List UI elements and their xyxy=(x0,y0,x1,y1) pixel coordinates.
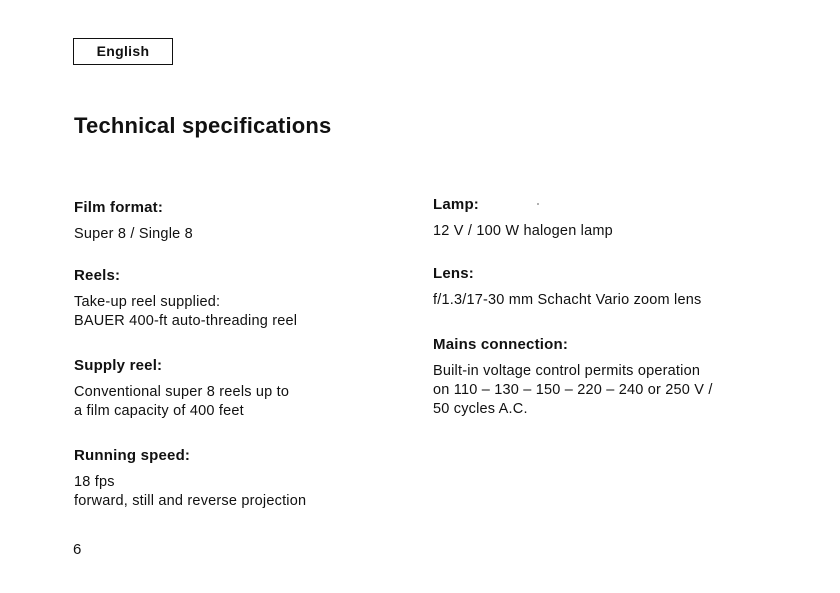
spec-value-line: a film capacity of 400 feet xyxy=(74,403,244,419)
spec-lamp xyxy=(433,195,613,241)
spec-value xyxy=(74,225,193,244)
spec-label: Mains connection: xyxy=(433,336,569,353)
spec-value xyxy=(433,291,701,310)
spec-value-line: 18 fps xyxy=(74,474,115,490)
language-tag: English xyxy=(73,38,173,65)
spec-lens xyxy=(433,264,701,310)
spec-value-line: 12 V / 100 W halogen lamp xyxy=(433,223,613,239)
spec-mains-connection xyxy=(433,335,713,419)
spec-reels xyxy=(74,266,297,331)
page-title: Technical specifications xyxy=(74,113,332,138)
page-number: 6 xyxy=(73,541,82,558)
spec-value-line: Built-in voltage control permits operation xyxy=(433,363,701,379)
spec-value-line: BAUER 400-ft auto-threading reel xyxy=(74,313,298,329)
spec-value-line: forward, still and reverse projection xyxy=(74,493,307,509)
spec-label: Reels: xyxy=(74,267,121,284)
spec-value-line: 50 cycles A.C. xyxy=(433,401,528,417)
spec-film-format xyxy=(74,198,193,244)
spec-value xyxy=(433,222,613,241)
spec-label: Film format: xyxy=(74,199,164,216)
spec-value-line: Take-up reel supplied: xyxy=(74,294,221,310)
spec-running-speed xyxy=(74,446,306,511)
spec-label: Lamp: xyxy=(433,196,479,213)
spec-value-line: f/1.3/17-30 mm Schacht Vario zoom lens xyxy=(433,292,702,308)
spec-value-line: Conventional super 8 reels up to xyxy=(74,384,290,400)
print-speck xyxy=(537,203,539,205)
spec-label: Lens: xyxy=(433,265,475,282)
spec-value-line: on 110 – 130 – 150 – 220 – 240 or 250 V / xyxy=(433,382,713,398)
spec-label: Supply reel: xyxy=(74,357,163,374)
spec-value xyxy=(74,383,289,421)
spec-value xyxy=(74,473,306,511)
spec-value-line: Super 8 / Single 8 xyxy=(74,226,193,242)
spec-supply-reel xyxy=(74,356,289,421)
spec-value xyxy=(74,293,297,331)
spec-value xyxy=(433,362,713,419)
spec-label: Running speed: xyxy=(74,447,191,464)
